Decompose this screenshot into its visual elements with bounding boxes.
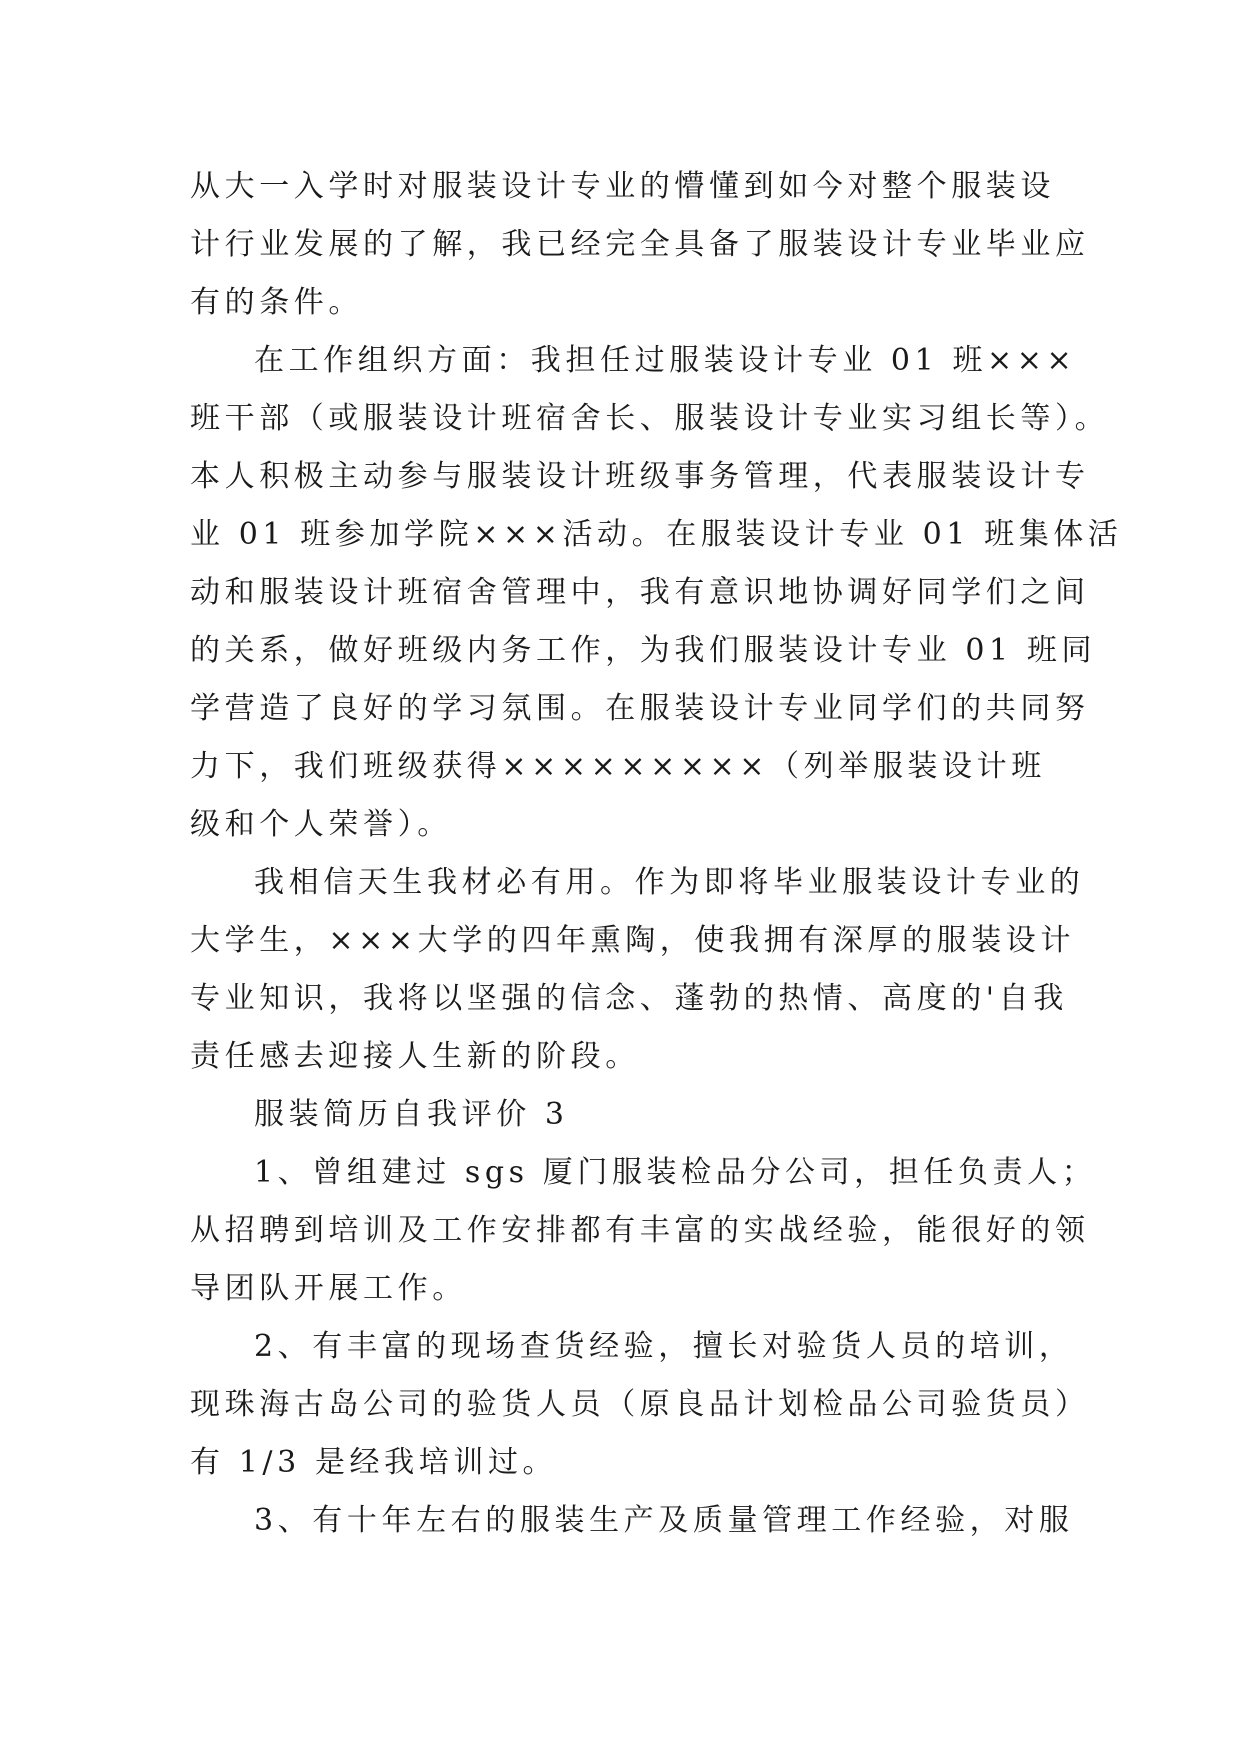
text-line: 学营造了良好的学习氛围。在服装设计专业同学们的共同努 (190, 691, 1090, 726)
paragraph-2 (190, 332, 1123, 854)
text-line: 计行业发展的了解，我已经完全具备了服装设计专业毕业应 (190, 227, 1090, 262)
text-line: 1、曾组建过 sgs 厦门服装检品分公司，担任负责人； (254, 1155, 1097, 1190)
text-line: 从大一入学时对服装设计专业的懵懂到如今对整个服装设 (190, 169, 1055, 204)
text-line: 我相信天生我材必有用。作为即将毕业服装设计专业的 (254, 865, 1085, 900)
document-body (190, 158, 1123, 1550)
paragraph-item-2 (190, 1318, 1090, 1492)
text-line: 导团队开展工作。 (190, 1271, 467, 1306)
text-line: 业 01 班参加学院×××活动。在服装设计专业 01 班集体活 (190, 517, 1123, 552)
paragraph-item-1 (190, 1144, 1097, 1318)
text-line: 责任感去迎接人生新的阶段。 (190, 1039, 640, 1074)
text-line: 在工作组织方面：我担任过服装设计专业 01 班××× (254, 343, 1077, 378)
text-line: 大学生，×××大学的四年熏陶，使我拥有深厚的服装设计 (190, 923, 1076, 958)
paragraph-1 (190, 158, 1090, 332)
paragraph-3 (190, 854, 1085, 1086)
text-line: 从招聘到培训及工作安排都有丰富的实战经验，能很好的领 (190, 1213, 1090, 1248)
text-line: 专业知识，我将以坚强的信念、蓬勃的热情、高度的'自我 (190, 981, 1068, 1016)
text-line: 有 1/3 是经我培训过。 (190, 1445, 558, 1480)
text-line: 3、有十年左右的服装生产及质量管理工作经验，对服 (254, 1503, 1074, 1538)
text-line: 有的条件。 (190, 285, 363, 320)
section-heading (190, 1086, 1050, 1144)
text-line: 本人积极主动参与服装设计班级事务管理，代表服装设计专 (190, 459, 1090, 494)
text-line: 班干部（或服装设计班宿舍长、服装设计专业实习组长等）。 (190, 401, 1110, 436)
text-line: 2、有丰富的现场查货经验，擅长对验货人员的培训， (254, 1329, 1074, 1364)
text-line: 服装简历自我评价 3 (254, 1097, 569, 1132)
text-line: 动和服装设计班宿舍管理中，我有意识地协调好同学们之间 (190, 575, 1090, 610)
paragraph-item-3 (190, 1492, 1074, 1550)
text-line: 级和个人荣誉）。 (190, 807, 452, 842)
text-line: 现珠海古岛公司的验货人员（原良品计划检品公司验货员） (190, 1387, 1090, 1422)
text-line: 力下，我们班级获得×××××××××（列举服装设计班 (190, 749, 1046, 784)
text-line: 的关系，做好班级内务工作，为我们服装设计专业 01 班同 (190, 633, 1097, 668)
